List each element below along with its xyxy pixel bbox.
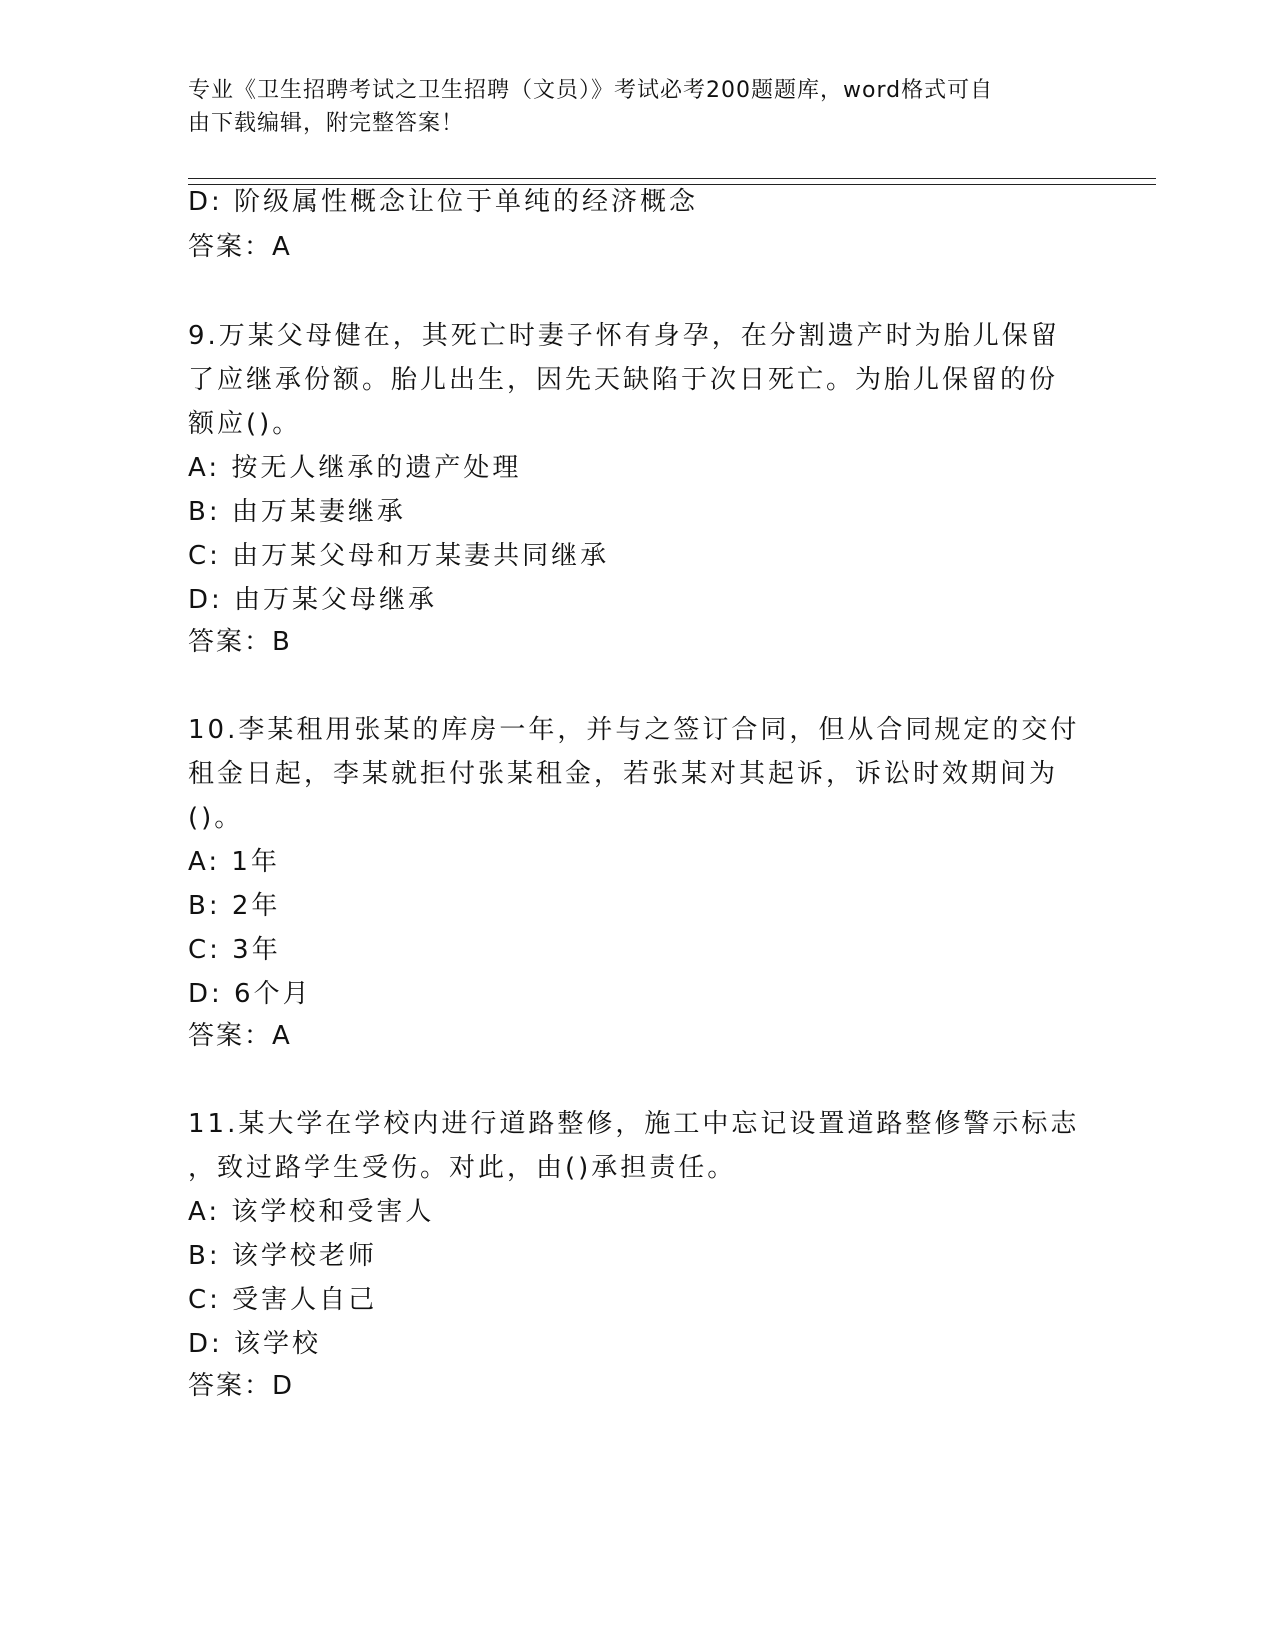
q10-option-d: D: 6个月 <box>188 979 312 1009</box>
q9-stem-line-3: 额应()。 <box>188 409 302 439</box>
q9-option-d: D: 由万某父母继承 <box>188 585 438 615</box>
q10-stem-line-2: 租金日起，李某就拒付张某租金，若张某对其起诉，诉讼时效期间为 <box>188 759 1059 789</box>
q9-answer: 答案：B <box>188 627 292 657</box>
q9-option-a: A: 按无人继承的遗产处理 <box>188 453 522 483</box>
prev-answer: 答案：A <box>188 232 292 262</box>
q10-stem-line-3: ()。 <box>188 803 244 833</box>
header-line-1: 专业《卫生招聘考试之卫生招聘（文员）》考试必考200题题库，word格式可自 <box>188 78 994 103</box>
document-header <box>188 74 1068 140</box>
header-rule-bottom <box>188 184 1156 185</box>
q10-answer: 答案：A <box>188 1021 292 1051</box>
q11-option-c: C: 受害人自己 <box>188 1285 378 1315</box>
q10-option-a: A: 1年 <box>188 847 280 877</box>
q9-stem-line-1: 9.万某父母健在，其死亡时妻子怀有身孕，在分割遗产时为胎儿保留 <box>188 321 1060 351</box>
q10-option-b: B: 2年 <box>188 891 281 921</box>
q11-option-b: B: 该学校老师 <box>188 1241 377 1271</box>
q11-stem-line-2: ，致过路学生受伤。对此，由()承担责任。 <box>188 1153 737 1183</box>
q9-option-c: C: 由万某父母和万某妻共同继承 <box>188 541 610 571</box>
q11-option-a: A: 该学校和受害人 <box>188 1197 435 1227</box>
q11-stem-line-1: 11.某大学在学校内进行道路整修，施工中忘记设置道路整修警示标志 <box>188 1109 1080 1139</box>
q10-option-c: C: 3年 <box>188 935 281 965</box>
header-rule-top <box>188 178 1156 179</box>
q9-option-b: B: 由万某妻继承 <box>188 497 406 527</box>
q11-option-d: D: 该学校 <box>188 1329 322 1359</box>
q9-stem-line-2: 了应继承份额。胎儿出生，因先天缺陷于次日死亡。为胎儿保留的份 <box>188 365 1059 395</box>
prev-option-d: D: 阶级属性概念让位于单纯的经济概念 <box>188 187 699 217</box>
q11-answer: 答案：D <box>188 1371 295 1401</box>
header-line-2: 由下载编辑，附完整答案！ <box>188 111 465 136</box>
q10-stem-line-1: 10.李某租用张某的库房一年，并与之签订合同，但从合同规定的交付 <box>188 715 1080 745</box>
